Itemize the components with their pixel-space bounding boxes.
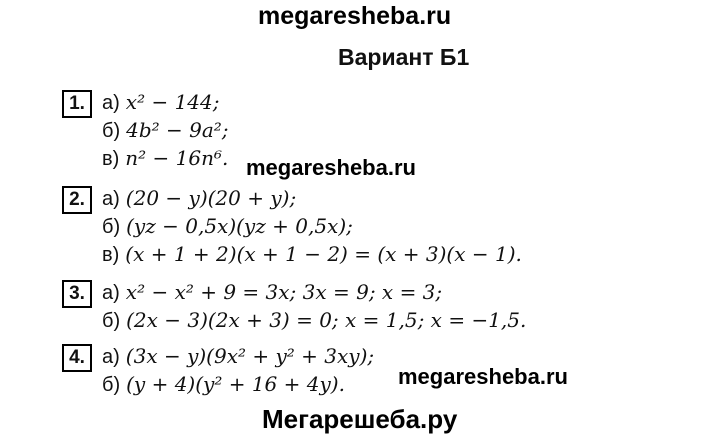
problem-number: 4.	[62, 344, 92, 372]
item-label: а)	[102, 92, 120, 114]
item-label: а)	[102, 188, 120, 210]
item-label: а)	[102, 346, 120, 368]
item-expression: x² − 144;	[125, 90, 220, 114]
item-label: б)	[102, 120, 121, 142]
item-expression: (20 − y)(20 + y);	[125, 186, 297, 210]
item-label: б)	[102, 374, 121, 396]
item-expression: (2x − 3)(2x + 3) = 0; x = 1,5; x = −1,5.	[126, 308, 527, 332]
item-label: в)	[102, 244, 120, 266]
item-label: в)	[102, 148, 120, 170]
item-expression: (y + 4)(y² + 16 + 4y).	[126, 372, 345, 396]
watermark-lower: megaresheba.ru	[398, 364, 568, 389]
variant-title: Вариант Б1	[338, 44, 470, 70]
item-expression: 4b² − 9a²;	[126, 118, 229, 142]
problem-2	[62, 184, 522, 268]
item-label: а)	[102, 282, 120, 304]
item-expression: (3x − y)(9x² + y² + 3xy);	[125, 344, 375, 368]
watermark-bottom: Мегарешеба.ру	[262, 404, 458, 434]
item-expression: (x + 1 + 2)(x + 1 − 2) = (x + 3)(x − 1).	[125, 242, 522, 266]
item-expression: (yz − 0,5x)(yz + 0,5x);	[126, 214, 353, 238]
item-expression: n² − 16n⁶.	[125, 146, 229, 170]
watermark-top: megaresheba.ru	[258, 2, 452, 30]
problem-number: 1.	[62, 90, 92, 118]
problem-number: 2.	[62, 186, 92, 214]
watermark-middle: megaresheba.ru	[246, 155, 416, 180]
problem-4	[62, 342, 374, 398]
problem-1	[62, 88, 229, 172]
problem-number: 3.	[62, 280, 92, 308]
problem-3	[62, 278, 526, 334]
item-label: б)	[102, 216, 121, 238]
item-expression: x² − x² + 9 = 3x; 3x = 9; x = 3;	[125, 280, 443, 304]
item-label: б)	[102, 310, 121, 332]
